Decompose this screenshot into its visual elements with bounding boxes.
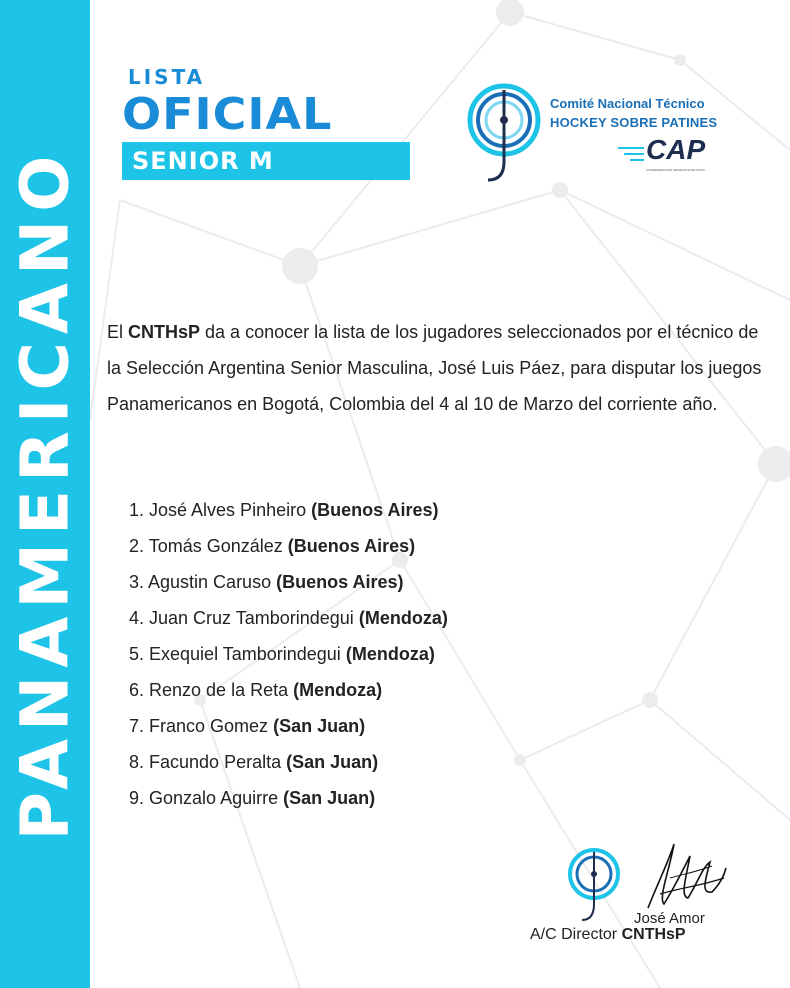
list-item [112,600,562,636]
player-name: Agustin Caruso [148,572,272,592]
player-name: Gonzalo Aguirre [149,788,279,808]
player-number: 6. [128,680,144,700]
cnthsp-logo [466,76,736,186]
player-province: (San Juan) [286,752,379,772]
side-banner [0,0,90,988]
player-number: 9. [128,788,144,808]
title-lista: LISTA [128,65,206,89]
logo-line-2: HOCKEY SOBRE PATINES [550,115,718,130]
signer-name: José Amor [634,910,705,927]
cap-logo-text: CAP [646,134,706,165]
signer-role-org: CNTHsP [621,926,686,943]
intro-text: da a conocer la lista de los jugadores seleccionados por el técnico de la Selección Argentina Senior Masculina, José Luis Páez, para disputar los juegos Panamericanos en Bogotá, Colombia del 4 al 10 de Marzo del corriente año. [107,322,762,414]
list-item [112,492,562,528]
title-senior: SENIOR M [122,142,410,180]
logo-line-1: Comité Nacional Técnico [550,96,705,111]
intro-paragraph [107,314,772,422]
cnthsp-emblem-small-icon [568,842,624,926]
player-name: Exequiel Tamborindegui [149,644,341,664]
player-name: Franco Gomez [149,716,269,736]
player-name: Facundo Peralta [149,752,282,772]
player-province: (Mendoza) [345,644,435,664]
document-title [122,66,414,180]
player-province: (Buenos Aires) [287,536,416,556]
intro-org: CNTHsP [128,322,201,342]
player-list [112,492,562,816]
intro-prefix: El [107,322,129,342]
list-item [112,744,562,780]
signer-role-prefix: A/C Director [530,926,622,943]
list-item [112,780,562,816]
player-province: (San Juan) [283,788,376,808]
player-province: (Buenos Aires) [276,572,404,592]
player-number: 2. [128,536,144,556]
list-item [112,528,562,564]
player-province: (San Juan) [273,716,366,736]
cap-logo-subtitle: CONFEDERACIÓN ARGENTINA DE PATÍN [646,168,705,172]
player-province: (Buenos Aires) [311,500,439,520]
signer-role [530,926,686,944]
side-banner-text: PANAMERICANO [6,147,84,841]
player-number: 7. [128,716,144,736]
player-number: 5. [128,644,144,664]
cap-speed-lines-icon [616,144,646,168]
player-name: José Alves Pinheiro [149,500,307,520]
player-name: Juan Cruz Tamborindegui [149,608,354,628]
player-province: (Mendoza) [293,680,383,700]
player-number: 1. [128,500,144,520]
player-number: 3. [128,572,144,592]
player-name: Tomás González [148,536,283,556]
signature-block [530,838,730,948]
title-oficial: OFICIAL [122,88,333,140]
handwritten-signature [640,838,730,918]
list-item [112,564,562,600]
list-item [112,636,562,672]
player-name: Renzo de la Reta [149,680,289,700]
list-item [112,672,562,708]
list-item [112,708,562,744]
player-province: (Mendoza) [358,608,448,628]
cnthsp-emblem-icon [466,76,546,186]
player-number: 4. [128,608,144,628]
player-number: 8. [128,752,144,772]
